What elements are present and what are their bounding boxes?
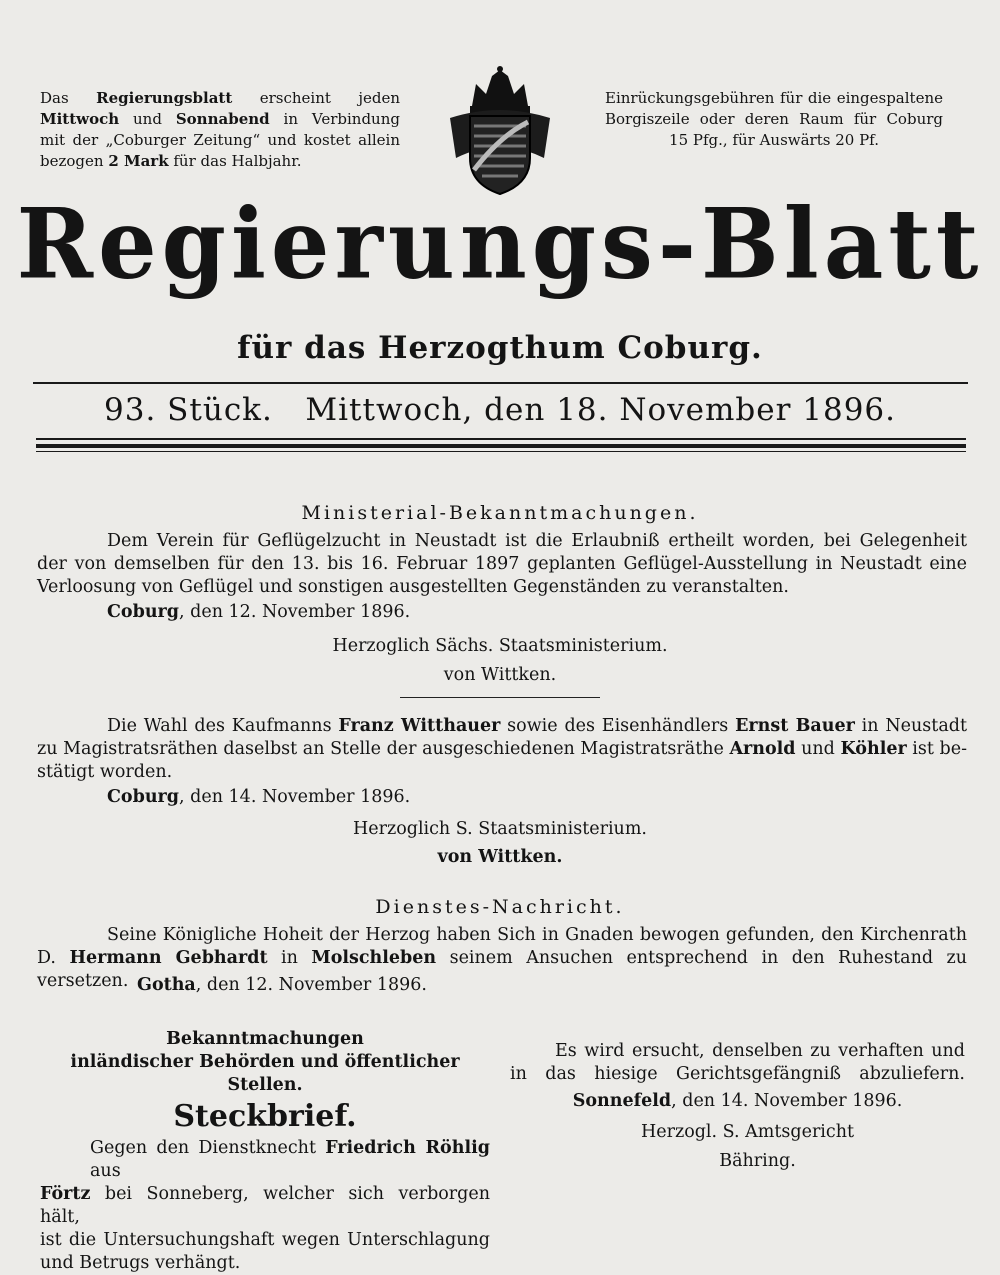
steckbrief-left-column: Bekanntmachungen inländischer Behörden und öffentlicher Stellen. Steckbrief. Gegen den Dienstknecht Friedrich Röhlig aus Förtz bei Sonneberg, welcher sich verborgen hält, ist die Untersuchungshaft wegen Unterschlagung und Betrugs verhängt. [40,1029,490,1273]
authority: Herzoglich S. Staatsministerium. [353,819,647,839]
court: Herzogl. S. Amtsgericht [640,1122,855,1142]
section-heading: Ministerial-Bekanntmachungen. [301,502,699,524]
section-heading: Dienstes-Nachricht. [375,896,625,918]
divider [36,438,966,440]
header-right-line: Borgiszeile oder deren Raum für Coburg [605,110,943,128]
place-date: Sonnefeld, den 14. November 1896. [572,1091,903,1111]
header-left-line: bezogen 2 Mark für das Halbjahr. [40,152,302,170]
divider [400,697,600,698]
place-date: Coburg, den 14. November 1896. [107,787,411,807]
issue-line: 93. Stück. Mittwoch, den 18. November 1896. [104,392,896,428]
header-right-line: 15 Pfg., für Auswärts 20 Pf. [669,131,879,149]
announcement-text: Seine Königliche Hoheit der Herzog haben Sich in Gnaden bewogen gefunden, den Kirchenrath D. Hermann Gebhardt in Molschleben seinem Ansuchen entsprechend in den Ruhestand zu versetzen. [37,925,967,991]
header-right-line: Einrückungsgebühren für die eingespaltene [605,89,943,107]
signature: Bähring. [719,1151,796,1171]
place-date: Gotha, den 12. November 1896. [137,975,427,995]
coat-of-arms-icon [440,66,560,198]
header-left-line: Mittwoch und Sonnabend in Verbindung [40,110,400,128]
steckbrief-title: Steckbrief. [173,1099,357,1134]
header-left-line: mit der „Coburger Zeitung“ und kostet allein [40,131,400,149]
masthead-title: Regierungs-Blatt [16,187,984,301]
section-heading: Bekanntmachungen [166,1029,364,1049]
section-heading: inländischer Behörden und öffentlicher Stellen. [70,1052,460,1095]
masthead-subtitle: für das Herzogthum Coburg. [237,330,763,366]
header-subscription-info [40,88,400,172]
header-advertising-rates [605,88,943,151]
divider [36,451,966,452]
place-date: Coburg, den 12. November 1896. [107,602,411,622]
divider [33,382,968,384]
announcement-text: Dem Verein für Geflügelzucht in Neustadt ist die Erlaubniß ertheilt worden, bei Gelegenheit der von demselben für den 13. bis 16. Februar 1897 geplanten Geflügel-Ausstellung in Neustadt eine Verloosung von Geflügel und sonstigen ausgestellten Gegenständen zu veranstalten. [37,531,967,597]
steckbrief-right-column: Es wird ersucht, denselben zu verhaften und in das hiesige Gerichtsgefängniß abzuliefern. Sonnefeld, den 14. November 1896. Herzogl. S. Amtsgericht Bähring. [510,1041,965,1171]
divider [36,444,966,448]
announcement-text: Die Wahl des Kaufmanns Franz Witthauer sowie des Eisenhändlers Ernst Bauer in Neustadt zu Magistratsräthen daselbst an Stelle der ausgeschiedenen Magistratsräthe Arnold und Köhler ist be- stätigt worden. [37,716,967,782]
authority: Herzoglich Sächs. Staatsministerium. [332,636,668,656]
signature: von Wittken. [443,665,557,685]
header-left-line: Das Regierungsblatt erscheint jeden [40,89,401,107]
signature: von Wittken. [437,847,563,867]
